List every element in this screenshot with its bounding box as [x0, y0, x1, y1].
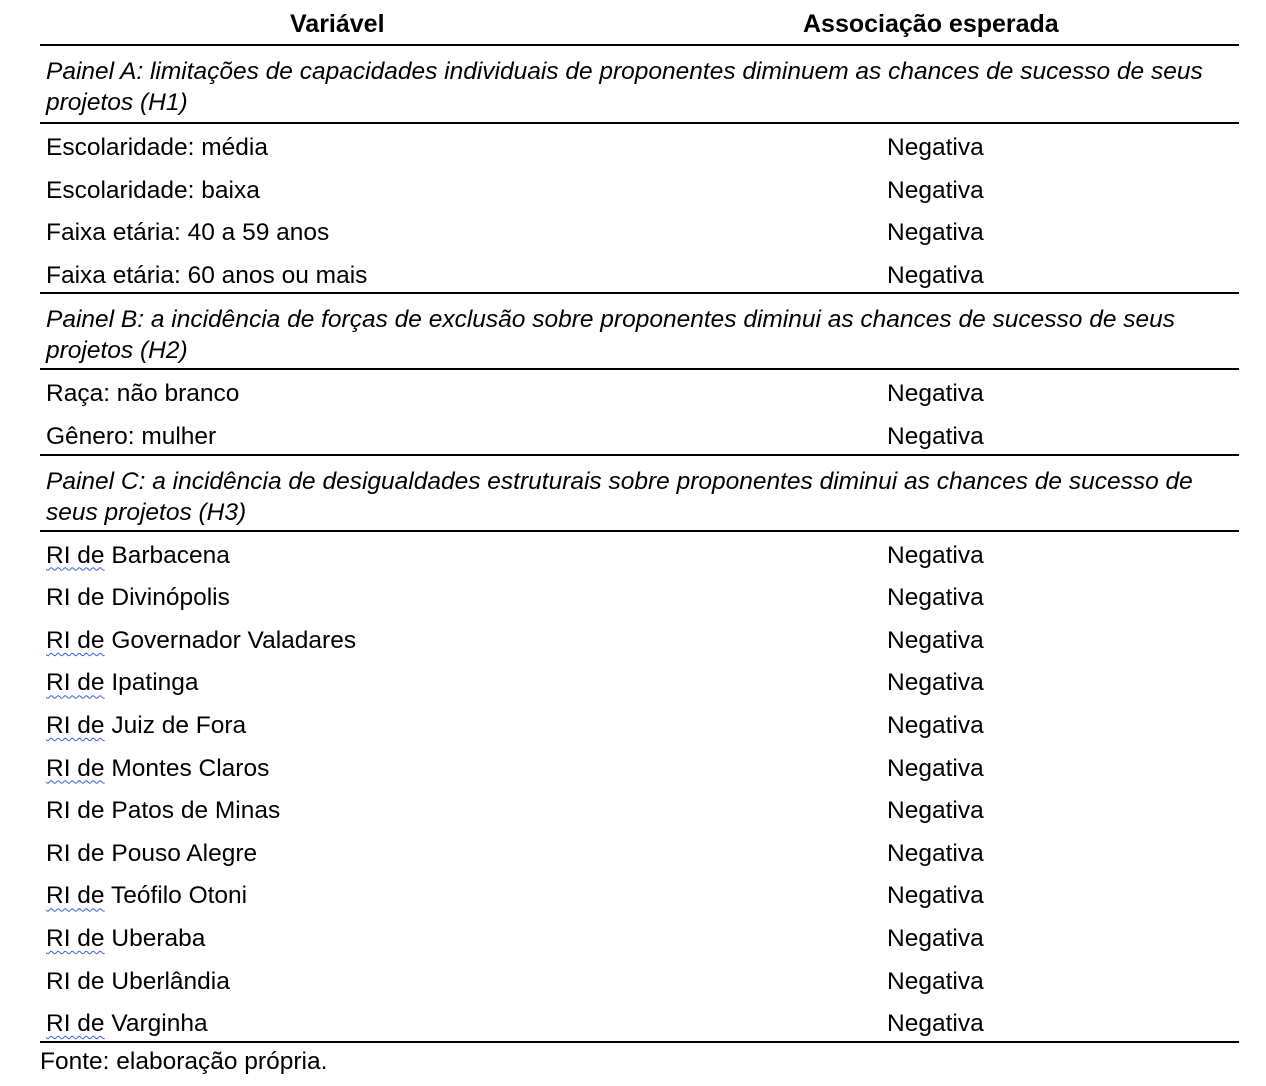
table-row [40, 659, 1239, 702]
panel-b-title: Painel B: a incidência de forças de exclusão sobre proponentes diminui as chances de sucesso de seus projetos (H2) [40, 294, 1239, 370]
region-name: Pouso Alegre [111, 839, 258, 867]
region-prefix: RI de [46, 541, 105, 569]
row-variable: Faixa etária: 60 anos ou mais [46, 261, 368, 289]
header-variable: Variável [290, 10, 385, 38]
region-prefix: RI de [46, 924, 105, 952]
source-note: Fonte: elaboração própria. [40, 1048, 328, 1075]
region-name: Teófilo Otoni [110, 882, 248, 910]
table-row [40, 1000, 1239, 1043]
region-name: Barbacena [111, 541, 230, 569]
row-association: Negativa [887, 669, 984, 697]
table-row [40, 915, 1239, 958]
region-prefix: RI de [46, 839, 105, 867]
row-variable [46, 1003, 208, 1046]
row-association: Negativa [887, 882, 984, 910]
region-prefix: RI de [46, 711, 105, 739]
table-row [40, 958, 1239, 1001]
row-variable [46, 875, 247, 918]
row-variable [46, 748, 269, 791]
row-variable [46, 833, 257, 876]
row-association: Negativa [887, 967, 984, 995]
region-prefix: RI de [46, 669, 105, 697]
row-variable: Gênero: mulher [46, 422, 217, 450]
row-association: Negativa [887, 584, 984, 612]
row-variable [46, 662, 199, 705]
region-name: Juiz de Fora [111, 711, 247, 739]
region-prefix: RI de [46, 967, 105, 995]
row-variable [46, 620, 356, 663]
region-prefix: RI de [46, 626, 105, 654]
row-variable [46, 961, 230, 1004]
region-name: Varginha [111, 1010, 208, 1038]
row-association: Negativa [887, 924, 984, 952]
region-name: Montes Claros [111, 754, 270, 782]
region-prefix: RI de [46, 797, 105, 825]
row-association: Negativa [887, 422, 984, 450]
row-variable [46, 577, 230, 620]
region-prefix: RI de [46, 584, 105, 612]
row-association: Negativa [887, 839, 984, 867]
row-association: Negativa [887, 1010, 984, 1038]
row-association: Negativa [887, 219, 984, 247]
row-association: Negativa [887, 541, 984, 569]
region-name: Ipatinga [111, 669, 199, 697]
region-prefix: RI de [46, 754, 105, 782]
header-association: Associação esperada [803, 10, 1059, 38]
table-row [40, 617, 1239, 660]
row-association: Negativa [887, 176, 984, 204]
table-row [40, 124, 1239, 167]
panel-a-title: Painel A: limitações de capacidades individuais de proponentes diminuem as chances de sucesso de seus projetos (H1) [40, 46, 1239, 124]
table-row [40, 167, 1239, 210]
row-variable: Faixa etária: 40 a 59 anos [46, 219, 330, 247]
row-association: Negativa [887, 626, 984, 654]
row-variable [46, 705, 246, 748]
table-row [40, 745, 1239, 788]
region-prefix: RI de [46, 882, 105, 910]
table-row [40, 787, 1239, 830]
table-row [40, 209, 1239, 252]
table-row [40, 252, 1239, 295]
row-association: Negativa [887, 711, 984, 739]
table-row [40, 574, 1239, 617]
table-row [40, 702, 1239, 745]
region-name: Divinópolis [111, 584, 230, 612]
row-variable: Escolaridade: média [46, 134, 268, 161]
table-row [40, 413, 1239, 456]
table-row [40, 872, 1239, 915]
row-association: Negativa [887, 380, 984, 408]
row-association: Negativa [887, 754, 984, 782]
region-name: Uberlândia [111, 967, 230, 995]
row-variable [46, 790, 280, 833]
row-variable [46, 535, 230, 578]
region-name: Uberaba [111, 924, 206, 952]
region-name: Governador Valadares [111, 626, 357, 654]
row-variable [46, 918, 205, 961]
hypotheses-table [40, 0, 1239, 1043]
region-name: Patos de Minas [111, 797, 281, 825]
region-prefix: RI de [46, 1010, 105, 1038]
table-row [40, 532, 1239, 575]
row-association: Negativa [887, 797, 984, 825]
panel-c-rows [40, 532, 1239, 1043]
table-row [40, 830, 1239, 873]
table-header [40, 0, 1239, 46]
row-association: Negativa [887, 261, 984, 289]
row-association: Negativa [887, 134, 984, 161]
table-row [40, 370, 1239, 413]
row-variable: Escolaridade: baixa [46, 176, 260, 204]
row-variable: Raça: não branco [46, 380, 240, 408]
panel-c-title: Painel C: a incidência de desigualdades estruturais sobre proponentes diminui as chances de sucesso de seus projetos (H3) [40, 456, 1239, 532]
